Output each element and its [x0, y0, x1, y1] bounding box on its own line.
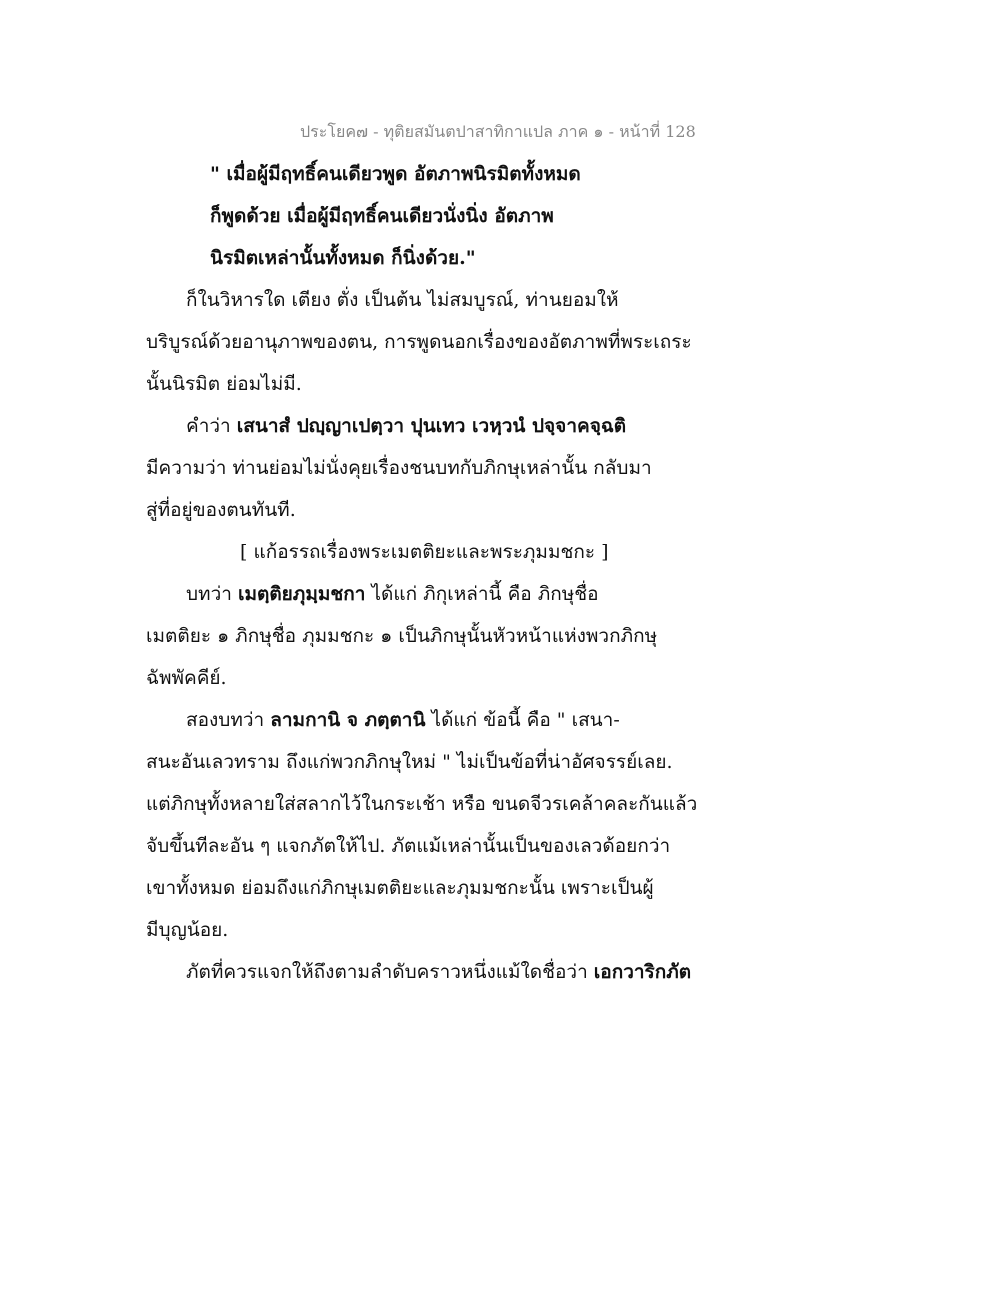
pali-term: เสนาสํ ปญฺญาเปตฺวา ปุนเทว เวหฺวนํ ปจฺจาคจฺฉติ — [236, 415, 627, 437]
paragraph-4-line-4: จับขึ้นทีละอัน ๆ แจกภัตให้ไป. ภัตแม้เหล่านั้นเป็นของเลวด้อยกว่า — [146, 835, 671, 857]
quote-line-1: " เมื่อผู้มีฤทธิ์คนเดียวพูด อัตภาพนิรมิตทั้งหมด — [210, 163, 581, 185]
paragraph-5-lead: ภัตที่ควรแจกให้ถึงตามลำดับคราวหนึ่งแม้ใดชื่อว่า — [186, 961, 594, 983]
paragraph-2-line-1 — [186, 412, 626, 440]
paragraph-2-line-3: สู่ที่อยู่ของตนทันที. — [146, 499, 296, 521]
quote-line-2: ก็พูดด้วย เมื่อผู้มีฤทธิ์คนเดียวนั่งนิ่ง อัตภาพ — [210, 205, 554, 227]
paragraph-1-line-3: นั้นนิรมิต ย่อมไม่มี. — [146, 373, 302, 395]
paragraph-4-line-5: เขาทั้งหมด ย่อมถึงแก่ภิกษุเมตติยะและภุมมชกะนั้น เพราะเป็นผู้ — [146, 877, 654, 899]
paragraph-3-line-3: ฉัพพัคคีย์. — [146, 667, 227, 689]
quote-line-3: นิรมิตเหล่านั้นทั้งหมด ก็นิ่งด้วย." — [210, 247, 476, 269]
paragraph-3-lead: บทว่า — [186, 583, 238, 605]
paragraph-1-line-2: บริบูรณ์ด้วยอานุภาพของตน, การพูดนอกเรื่องของอัตภาพที่พระเถระ — [146, 331, 692, 353]
page-header: ประโยค๗ - ทุติยสมันตปาสาทิกาแปล ภาค ๑ - หน้าที่ 128 — [300, 122, 696, 141]
paragraph-3-line-2: เมตติยะ ๑ ภิกษุชื่อ ภุมมชกะ ๑ เป็นภิกษุนั้นหัวหน้าแห่งพวกภิกษุ — [146, 625, 658, 647]
paragraph-4-rest: ได้แก่ ข้อนี้ คือ " เสนา- — [425, 709, 620, 731]
paragraph-5-line-1 — [186, 958, 691, 986]
paragraph-4-line-2: สนะอันเลวทราม ถึงแก่พวกภิกษุใหม่ " ไม่เป็นข้อที่น่าอัศจรรย์เลย. — [146, 751, 673, 773]
pali-term: ลามกานิ จ ภตฺตานิ — [270, 709, 426, 731]
paragraph-4-line-3: แต่ภิกษุทั้งหลายใส่สลากไว้ในกระเช้า หรือ ขนดจีวรเคล้าคละกันแล้ว — [146, 793, 698, 815]
pali-term: เมตฺติยภุมฺมชกา — [237, 583, 366, 605]
paragraph-2-lead: คำว่า — [186, 415, 237, 437]
paragraph-4-line-1 — [186, 706, 620, 734]
paragraph-2-line-2: มีความว่า ท่านย่อมไม่นั่งคุยเรื่องชนบทกับภิกษุเหล่านั้น กลับมา — [146, 457, 652, 479]
section-title: [ แก้อรรถเรื่องพระเมตติยะและพระภุมมชกะ ] — [240, 541, 609, 563]
paragraph-4-line-6: มีบุญน้อย. — [146, 919, 229, 941]
paragraph-3-rest: ได้แก่ ภิกุเหล่านี้ คือ ภิกษุชื่อ — [365, 583, 599, 605]
paragraph-4-lead: สองบทว่า — [186, 709, 271, 731]
paragraph-3-line-1 — [186, 580, 599, 608]
pali-term: เอกวาริกภัต — [593, 961, 692, 983]
paragraph-1-line-1: ก็ในวิหารใด เตียง ตั่ง เป็นต้น ไม่สมบูรณ์, ท่านยอมให้ — [186, 289, 619, 311]
